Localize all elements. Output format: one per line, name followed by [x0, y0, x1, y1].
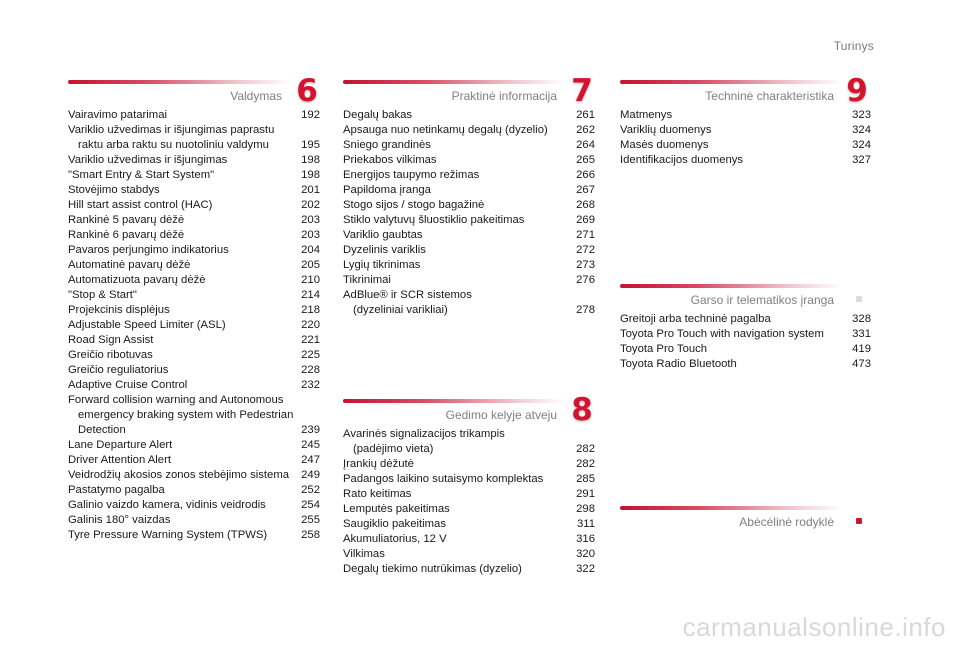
toc-entry-title: [68, 513, 174, 528]
toc-entry-text: Forward collision warning and Autonomous: [68, 394, 284, 406]
toc-entry-text: Stovėjimo stabdys: [68, 184, 160, 196]
toc-entry[interactable]: [68, 318, 320, 333]
toc-entry-text: Adaptive Cruise Control: [68, 379, 188, 391]
toc-entry-text: Rankinė 5 pavarų dėžė: [68, 214, 185, 226]
toc-entry-title: [68, 468, 293, 483]
toc-entry-title: [620, 138, 713, 153]
toc-entry-page: 311: [576, 518, 595, 530]
toc-entry[interactable]: [343, 532, 595, 547]
section-bar: [343, 80, 565, 84]
toc-entry-page: 271: [576, 229, 595, 241]
toc-entry[interactable]: [68, 198, 320, 213]
toc-entry-title: [68, 243, 233, 258]
toc-entry-text: Veidrodžių akosios zonos stebėjimo sistema: [68, 469, 290, 481]
toc-entry-title: [343, 532, 451, 547]
toc-entry[interactable]: [343, 138, 595, 153]
toc-entry-text: Greičio reguliatorius: [68, 364, 169, 376]
toc-entry-title: [68, 303, 174, 318]
toc-entry-title: [620, 357, 741, 372]
toc-entry-text: Vilkimas: [343, 548, 385, 560]
toc-entry-title: [343, 457, 418, 472]
toc-entry-text: Toyota Pro Touch with navigation system: [620, 328, 824, 340]
toc-entry-page: 272: [576, 244, 595, 256]
toc-entry-continuation: raktu arba raktu su nuotoliniu valdymu: [78, 139, 269, 151]
toc-entry-title: [620, 312, 775, 327]
toc-entry-page: 419: [852, 343, 871, 355]
toc-entry[interactable]: [68, 168, 320, 183]
toc-entry-page: 267: [576, 184, 595, 196]
toc-entry-page: 258: [301, 529, 320, 541]
toc-entry-text: Variklio gaubtas: [343, 229, 423, 241]
toc-entry-title: [68, 438, 176, 453]
toc-entry-text: Toyota Pro Touch: [620, 343, 708, 355]
toc-entry-title: [343, 168, 483, 183]
toc-entry-text: Dyzelinis variklis: [343, 244, 426, 256]
toc-entry-title: [68, 483, 169, 498]
toc-entry[interactable]: [343, 502, 595, 517]
section-number-badge: 8: [571, 392, 593, 428]
toc-entry-text: Stiklo valytuvų šluostiklio pakeitimas: [343, 214, 525, 226]
toc-entry-title: [343, 472, 547, 487]
toc-entry-text: AdBlue® ir SCR sistemos: [343, 289, 472, 301]
toc-entry-title: [68, 108, 171, 123]
toc-entry-page: 198: [301, 154, 320, 166]
section-gedimo: [343, 392, 595, 575]
toc-entry[interactable]: [343, 213, 595, 228]
toc-entry-title: [343, 517, 450, 532]
toc-entry-text: Akumuliatorius, 12 V: [343, 533, 447, 545]
toc-entry-page: 266: [576, 169, 595, 181]
section-abeceline: [620, 500, 871, 530]
toc-entry-title: [68, 123, 278, 153]
toc-entry-page: 264: [576, 139, 595, 151]
toc-entry-title: [68, 168, 218, 183]
toc-entry[interactable]: [343, 472, 595, 487]
toc-entry-page: 282: [576, 443, 595, 455]
toc-entry-page: 285: [576, 473, 595, 485]
section-bar: [620, 506, 842, 510]
section-marker-icon: [856, 518, 862, 524]
toc-entry-text: Variklio užvedimas ir išjungimas paprastu: [68, 124, 275, 136]
toc-entry-page: 249: [301, 469, 320, 481]
toc-entry[interactable]: [343, 517, 595, 532]
toc-entry-page: 320: [576, 548, 595, 560]
toc-entry-title: [68, 528, 271, 543]
section-number-badge: 9: [846, 73, 868, 109]
toc-entry[interactable]: [620, 123, 871, 138]
toc-entry[interactable]: [343, 273, 595, 288]
section-marker-icon: [856, 296, 862, 302]
toc-entry-page: 273: [576, 259, 595, 271]
toc-entry-title: [68, 453, 175, 468]
toc-entry-page: 278: [576, 304, 595, 316]
toc-entry[interactable]: [68, 213, 320, 228]
toc-entry-text: Degalų tiekimo nutrūkimas (dyzelio): [343, 563, 522, 575]
toc-entry[interactable]: [68, 333, 320, 348]
toc-entry-continuation: (dyzeliniai varikliai): [353, 304, 448, 316]
toc-entry-title: [68, 363, 172, 378]
section-bar: [343, 399, 565, 403]
section-number-badge: 6: [296, 73, 318, 109]
toc-entry-title: [68, 288, 141, 303]
toc-entry-title: [620, 327, 828, 342]
section-header: [68, 73, 320, 109]
toc-list: [343, 427, 595, 577]
toc-entry-page: 327: [852, 154, 871, 166]
toc-entry-text: Įrankių dėžutė: [343, 458, 414, 470]
toc-entry-text: Hill start assist control (HAC): [68, 199, 213, 211]
toc-entry[interactable]: [620, 357, 871, 372]
toc-entry-page: 202: [301, 199, 320, 211]
toc-entry-title: [343, 213, 528, 228]
section-garso: [620, 278, 871, 370]
toc-entry-page: 245: [301, 439, 320, 451]
toc-entry[interactable]: [343, 427, 595, 457]
toc-entry[interactable]: [343, 487, 595, 502]
toc-entry-title: [68, 258, 194, 273]
toc-entry-title: [620, 123, 715, 138]
section-title: Praktinė informacija: [451, 89, 557, 103]
toc-entry-continuation: Detection: [78, 424, 126, 436]
toc-entry-text: Greitoji arba techninė pagalba: [620, 313, 771, 325]
toc-entry-title: [343, 183, 435, 198]
toc-entry[interactable]: [343, 108, 595, 123]
toc-entry-text: Rankinė 6 pavarų dėžė: [68, 229, 185, 241]
toc-entry-text: Energijos taupymo režimas: [343, 169, 480, 181]
toc-entry-text: Stogo sijos / stogo bagažinė: [343, 199, 485, 211]
toc-entry[interactable]: [68, 243, 320, 258]
toc-entry-title: [68, 228, 188, 243]
toc-entry[interactable]: [343, 243, 595, 258]
toc-entry-page: 204: [301, 244, 320, 256]
toc-entry-text: "Stop & Start": [68, 289, 137, 301]
toc-entry-page: 239: [301, 424, 320, 436]
toc-entry-title: [343, 243, 430, 258]
toc-entry-page: 331: [852, 328, 871, 340]
toc-entry-page: 203: [301, 229, 320, 241]
toc-entry-page: 328: [852, 313, 871, 325]
toc-entry-text: Adjustable Speed Limiter (ASL): [68, 319, 226, 331]
toc-entry-title: [68, 378, 191, 393]
section-number-badge: 7: [571, 73, 593, 109]
toc-entry-page: 276: [576, 274, 595, 286]
toc-entry-page: 316: [576, 533, 595, 545]
toc-entry-text: Saugiklio pakeitimas: [343, 518, 446, 530]
toc-entry-page: 254: [301, 499, 320, 511]
toc-entry[interactable]: [68, 273, 320, 288]
section-bar: [620, 80, 842, 84]
toc-entry-title: [620, 342, 711, 357]
toc-entry-page: 324: [852, 124, 871, 136]
toc-entry[interactable]: [68, 153, 320, 168]
toc-entry[interactable]: [68, 348, 320, 363]
toc-entry-title: [620, 153, 747, 168]
toc-entry-title: [343, 258, 424, 273]
toc-entry[interactable]: [620, 342, 871, 357]
toc-entry-page: 218: [301, 304, 320, 316]
toc-entry-title: [68, 273, 210, 288]
toc-entry-title: [68, 333, 157, 348]
toc-entry-page: 201: [301, 184, 320, 196]
toc-entry-text: Lygių tikrinimas: [343, 259, 421, 271]
toc-entry[interactable]: [68, 528, 320, 543]
toc-entry-page: 214: [301, 289, 320, 301]
toc-entry-page: 473: [852, 358, 871, 370]
toc-entry-title: [620, 108, 676, 123]
toc-entry-page: 220: [301, 319, 320, 331]
section-header: [620, 500, 871, 530]
toc-list: [620, 312, 871, 372]
toc-entry-page: 205: [301, 259, 320, 271]
toc-entry-title: [68, 213, 188, 228]
toc-entry-text: Papildoma įranga: [343, 184, 431, 196]
toc-entry-text: Pastatymo pagalba: [68, 484, 165, 496]
section-praktine: [343, 73, 595, 316]
toc-entry-text: Priekabos vilkimas: [343, 154, 437, 166]
toc-entry-page: 262: [576, 124, 595, 136]
toc-entry-continuation: (padėjimo vieta): [353, 443, 434, 455]
toc-entry-title: [343, 108, 416, 123]
toc-entry[interactable]: [343, 168, 595, 183]
toc-entry[interactable]: [68, 483, 320, 498]
section-bar: [68, 80, 290, 84]
toc-entry-text: Degalų bakas: [343, 109, 413, 121]
toc-entry-title: [343, 123, 552, 138]
toc-entry-text: Variklio užvedimas ir išjungimas: [68, 154, 228, 166]
toc-entry-text: Galinio vaizdo kamera, vidinis veidrodis: [68, 499, 266, 511]
toc-entry[interactable]: [68, 288, 320, 303]
toc-entry-title: [343, 427, 509, 457]
toc-entry-page: 268: [576, 199, 595, 211]
toc-list: [68, 108, 320, 543]
section-title: Techninė charakteristika: [705, 89, 834, 103]
section-title: Gedimo kelyje atveju: [445, 408, 557, 422]
toc-entry-text: Projekcinis displėjus: [68, 304, 170, 316]
toc-entry[interactable]: [343, 123, 595, 138]
toc-entry[interactable]: [343, 198, 595, 213]
toc-entry[interactable]: [68, 393, 320, 438]
toc-entry-text: Padangos laikino sutaisymo komplektas: [343, 473, 544, 485]
toc-entry[interactable]: [68, 438, 320, 453]
toc-entry-title: [343, 487, 415, 502]
toc-entry[interactable]: [68, 123, 320, 153]
toc-entry-title: [343, 502, 454, 517]
toc-entry-title: [343, 273, 395, 288]
toc-entry[interactable]: [343, 457, 595, 472]
toc-entry-page: 255: [301, 514, 320, 526]
toc-entry-text: Lane Departure Alert: [68, 439, 173, 451]
toc-entry-title: [68, 348, 157, 363]
toc-entry-page: 195: [301, 139, 320, 151]
section-bar: [620, 284, 842, 288]
toc-entry-text: Avarinės signalizacijos trikampis: [343, 428, 505, 440]
toc-entry-text: Greičio ribotuvas: [68, 349, 153, 361]
section-valdymas: [68, 73, 320, 541]
toc-entry-text: Driver Attention Alert: [68, 454, 171, 466]
section-title: Valdymas: [230, 89, 282, 103]
toc-entry-title: [68, 498, 270, 513]
section-header: [343, 73, 595, 109]
toc-entry-title: [343, 138, 435, 153]
toc-list: [343, 108, 595, 318]
toc-entry-page: 203: [301, 214, 320, 226]
toc-entry[interactable]: [620, 138, 871, 153]
toc-entry[interactable]: [68, 513, 320, 528]
toc-entry-title: [343, 228, 427, 243]
toc-entry[interactable]: [343, 258, 595, 273]
watermark: carmanualsonline.info: [682, 612, 946, 642]
toc-entry[interactable]: [68, 453, 320, 468]
toc-entry-title: [343, 288, 476, 318]
toc-entry-title: [343, 153, 441, 168]
toc-entry-page: 192: [301, 109, 320, 121]
toc-entry[interactable]: [620, 108, 871, 123]
toc-entry[interactable]: [68, 363, 320, 378]
toc-entry-text: Automatizuota pavarų dėžė: [68, 274, 206, 286]
toc-entry[interactable]: [68, 378, 320, 393]
toc-entry-continuation: emergency braking system with Pedestrian: [78, 409, 294, 421]
toc-entry-text: Pavaros perjungimo indikatorius: [68, 244, 229, 256]
toc-entry-page: 298: [576, 503, 595, 515]
page-title: Turinys: [833, 39, 874, 53]
section-header: [343, 392, 595, 428]
toc-entry-text: Apsauga nuo netinkamų degalų (dyzelio): [343, 124, 548, 136]
toc-entry-title: [68, 198, 216, 213]
toc-entry[interactable]: [620, 153, 871, 168]
section-header: [620, 73, 871, 109]
toc-entry-text: Matmenys: [620, 109, 673, 121]
toc-entry-page: 291: [576, 488, 595, 500]
toc-entry-page: 210: [301, 274, 320, 286]
toc-entry[interactable]: [343, 153, 595, 168]
toc-entry-page: 232: [301, 379, 320, 391]
toc-entry[interactable]: [620, 327, 871, 342]
toc-entry-text: Lemputės pakeitimas: [343, 503, 450, 515]
toc-entry-page: 261: [576, 109, 595, 121]
toc-entry[interactable]: [68, 228, 320, 243]
section-header: [620, 278, 871, 308]
toc-entry-title: [68, 153, 231, 168]
toc-entry-page: 265: [576, 154, 595, 166]
toc-entry[interactable]: [68, 468, 320, 483]
toc-entry-text: Identifikacijos duomenys: [620, 154, 744, 166]
toc-entry[interactable]: [68, 258, 320, 273]
toc-entry-title: [343, 198, 488, 213]
toc-list: [620, 108, 871, 168]
toc-entry-text: "Smart Entry & Start System": [68, 169, 215, 181]
toc-entry-text: Tyre Pressure Warning System (TPWS): [68, 529, 268, 541]
toc-entry-text: Sniego grandinės: [343, 139, 431, 151]
toc-entry-text: Tikrinimai: [343, 274, 391, 286]
toc-entry-page: 252: [301, 484, 320, 496]
toc-entry-title: [68, 393, 297, 438]
toc-entry-page: 322: [576, 563, 595, 575]
toc-entry-text: Rato keitimas: [343, 488, 412, 500]
toc-entry-text: Vairavimo patarimai: [68, 109, 167, 121]
toc-entry-title: [68, 183, 164, 198]
toc-entry-text: Masės duomenys: [620, 139, 709, 151]
section-title: Abėcėlinė rodyklė: [739, 515, 834, 529]
section-technine: [620, 73, 871, 166]
toc-entry-page: 247: [301, 454, 320, 466]
toc-entry-title: [343, 547, 389, 562]
toc-entry-page: 228: [301, 364, 320, 376]
toc-entry[interactable]: [68, 498, 320, 513]
toc-entry[interactable]: [343, 288, 595, 318]
toc-entry-page: 225: [301, 349, 320, 361]
toc-entry-page: 323: [852, 109, 871, 121]
toc-entry-title: [343, 562, 526, 577]
toc-entry[interactable]: [343, 183, 595, 198]
toc-entry[interactable]: [343, 547, 595, 562]
toc-entry-page: 269: [576, 214, 595, 226]
section-title: Garso ir telematikos įranga: [690, 293, 834, 307]
toc-entry-text: Automatinė pavarų dėžė: [68, 259, 191, 271]
toc-entry-text: Galinis 180° vaizdas: [68, 514, 171, 526]
toc-entry[interactable]: [620, 312, 871, 327]
toc-entry[interactable]: [343, 228, 595, 243]
toc-entry-page: 324: [852, 139, 871, 151]
toc-entry-page: 221: [301, 334, 320, 346]
toc-entry-text: Variklių duomenys: [620, 124, 712, 136]
toc-entry-text: Road Sign Assist: [68, 334, 154, 346]
toc-entry-page: 282: [576, 458, 595, 470]
toc-entry-page: 198: [301, 169, 320, 181]
toc-entry-title: [68, 318, 230, 333]
toc-entry[interactable]: [343, 562, 595, 577]
toc-entry[interactable]: [68, 108, 320, 123]
toc-entry-text: Toyota Radio Bluetooth: [620, 358, 737, 370]
toc-entry[interactable]: [68, 303, 320, 318]
toc-entry[interactable]: [68, 183, 320, 198]
